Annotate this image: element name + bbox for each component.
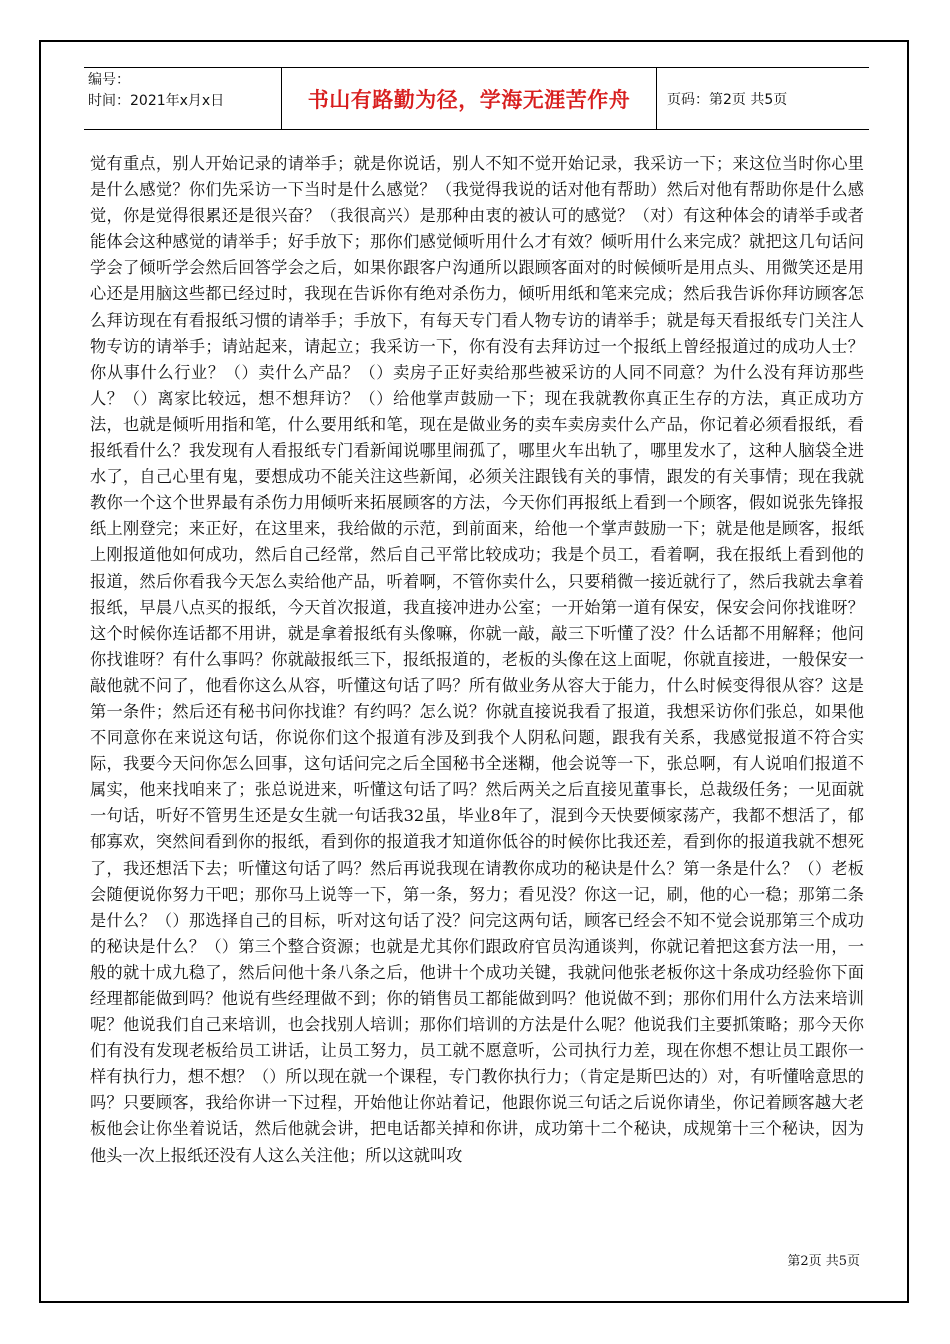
motto-text: 书山有路勤为径，学海无涯苦作舟 xyxy=(307,87,631,112)
date-text: 时间：2021年x月x日 xyxy=(88,93,225,109)
header-meta xyxy=(84,68,282,129)
header-page-code xyxy=(657,68,869,129)
header-motto-cell xyxy=(282,68,657,129)
serial-label: 编号： xyxy=(88,72,130,88)
body-paragraph: 觉有重点，别人开始记录的请举手；就是你说话，别人不知不觉开始记录，我采访一下；来这位当时你心里是什么感觉？你们先采访一下当时是什么感觉？（我觉得我说的话对他有帮助）然后对他有帮助你是什么感觉，你是觉得很累还是很兴奋？（我很高兴）是那种由衷的被认可的感觉？（对）有这种体会的请举手或者能体会这种感觉的请举手；好手放下；那你们感觉倾听用什么才有效？倾听用什么来完成？就把这几句话问学会了倾听学会然后回答学会之后，如果你跟客户沟通所以跟顾客面对的时候倾听是用点头、用微笑还是用心还是用脑这些都已经过时，我现在告诉你有绝对杀伤力，倾听用纸和笔来完成；然后我告诉你拜访顾客怎么拜访现在有看报纸习惯的请举手；手放下，有每天专门看人物专访的请举手；就是每天看报纸专门关注人物专访的请举手；请站起来，请起立；我采访一下，你有没有去拜访过一个报纸上曾经报道过的成功人士？你从事什么行业？（）卖什么产品？（）卖房子正好卖给那些被采访的人同不同意？为什么没有拜访那些人？（）离家比较远，想不想拜访？（）给他掌声鼓励一下；现在我就教你真正生存的方法，真正成功方法，也就是倾听用指和笔，什么要用纸和笔，现在是做业务的卖车卖房卖什么产品，你记着必须看报纸，看报纸看什么？我发现有人看报纸专门看新闻说哪里闹孤了，哪里火车出轨了，哪里发水了，这种人脑袋全进水了，自己心里有鬼，要想成功不能关注这些新闻，必须关注跟钱有关的事情，跟发的有关事情；现在我就教你一个这个世界最有杀伤力用倾听来拓展顾客的方法，今天你们再报纸上看到一个顾客，假如说张先锋报纸上刚登完；来正好，在这里来，我给做的示范，到前面来，给他一个掌声鼓励一下；就是他是顾客，报纸上刚报道他如何成功，然后自己经常，然后自己平常比较成功；我是个员工，看着啊，我在报纸上看到他的报道，然后你看我今天怎么卖给他产品，听着啊，不管你卖什么，只要稍微一接近就行了，然后我就去拿着报纸，早晨八点买的报纸，今天首次报道，我直接冲进办公室；一开始第一道有保安，保安会问你找谁呀？这个时候你连话都不用讲，就是拿着报纸有头像嘛，你就一敲，敲三下听懂了没？什么话都不用解释；他问你找谁呀？有什么事吗？你就敲报纸三下，报纸报道的，老板的头像在这上面呢，你就直接进，一般保安一敲他就不问了，他看你这么从容，听懂这句话了吗？所有做业务从容大于能力，什么时候变得很从容？这是第一条件；然后还有秘书问你找谁？有约吗？怎么说？你就直接说我看了报道，我想采访你们张总，如果他不同意你在来说这句话，你说你们这个报道有涉及到我个人阴私问题，跟我有关系，我感觉报道不符合实际，我要今天问你怎么回事，这句话问完之后全国秘书全迷糊，他会说等一下，张总啊，有人说咱们报道不属实，他来找咱来了；张总说进来，听懂这句话了吗？然后两关之后直接见董事长，总裁级任务；一见面就一句话，听好不管男生还是女生就一句话我32虽，毕业8年了，混到今天快要倾家荡产，我都不想活了，郁郁寡欢，突然间看到你的报纸，看到你的报道我才知道你低谷的时候你比我还差，看到你的报道我就不想死了，我还想活下去；听懂这句话了吗？然后再说我现在请教你成功的秘诀是什么？第一条是什么？（）老板会随便说你努力干吧；那你马上说等一下，第一条，努力；看见没？你这一记，刷，他的心一稳；那第二条是什么？（）那选择自己的目标，听对这句话了没？问完这两句话，顾客已经会不知不觉会说那第三个成功的秘诀是什么？（）第三个整合资源；也就是尤其你们跟政府官员沟通谈判，你就记着把这套方法一用，一般的就十成九稳了，然后问他十条八条之后，他讲十个成功关键，我就问他张老板你这十条成功经验你下面经理都能做到吗？他说有些经理做不到；你的销售员工都能做到吗？他说做不到；那你们用什么方法来培训呢？他说我们自己来培训，也会找别人培训；那你们培训的方法是什么呢？他说我们主要抓策略；那今天你们有没有发现老板给员工讲话，让员工努力，员工就不愿意听，公司执行力差，现在你想不想让员工跟你一样有执行力，想不想？（）所以现在就一个课程，专门教你执行力；（肯定是斯巴达的）对，有听懂啥意思的吗？只要顾客，我给你讲一下过程，开始他让你站着记，他跟你说三句话之后说你请坐，你记着顾客越大老板他会让你坐着说话，然后他就会讲，把电话都关掉和你讲，成功第十二个秘诀，成规第十三个秘诀，因为他头一次上报纸还没有人这么关注他；所以这就叫攻 xyxy=(90,154,864,1165)
page-footer: 第2页 共5页 xyxy=(787,1254,860,1269)
page-code-text: 页码：第2页 共5页 xyxy=(667,91,788,108)
page-header xyxy=(84,67,869,130)
